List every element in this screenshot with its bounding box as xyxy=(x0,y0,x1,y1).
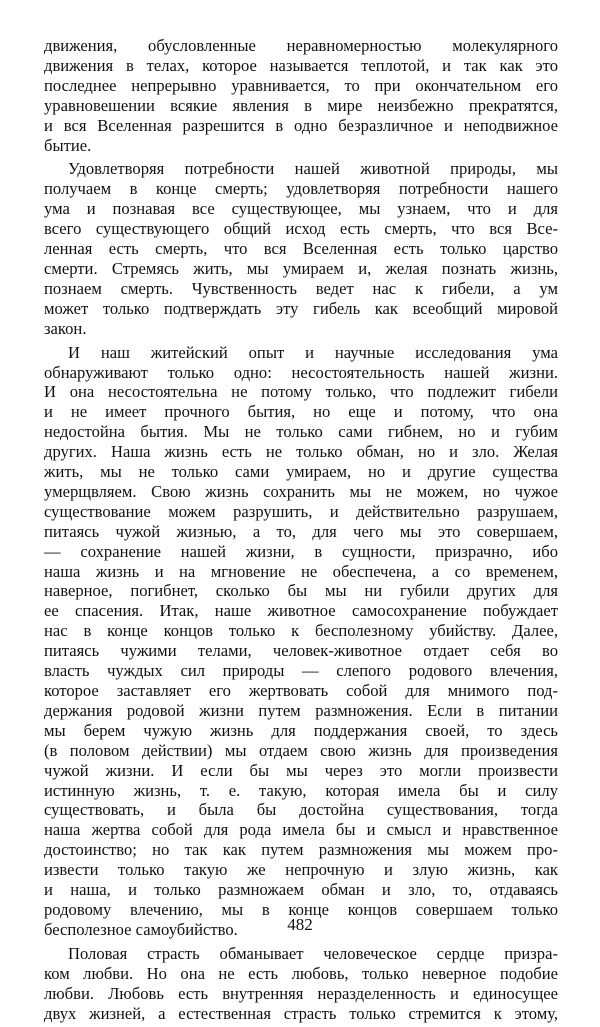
text-line: наверное, погибнет, сколько бы мы ни губили других для xyxy=(44,581,558,601)
text-line: последнее непрерывно уравнивается, то при окончательном его xyxy=(44,75,558,95)
text-line: родовому влечению, мы в конце концов совершаем только xyxy=(44,899,558,919)
text-line: познаем смерть. Чувственность ведет нас к гибели, а ум xyxy=(44,278,558,298)
text-line: любви. Любовь есть внутренняя неразделенность и единосущее xyxy=(44,983,558,1003)
text-line: нас в конце концов только к бесполезному убийству. Далее, xyxy=(44,621,558,641)
text-line: Половая страсть обманывает человеческое сердце призра- xyxy=(68,943,558,963)
text-line: недостойна бытия. Мы не только сами гибнем, но и губим xyxy=(44,422,558,442)
text-line: бесполезное самоубийство. xyxy=(44,919,238,939)
paragraph xyxy=(44,944,558,1024)
text-line: питаясь чужой жизнью, а то, для чего мы это совершаем, xyxy=(44,521,558,541)
paragraph xyxy=(44,159,558,338)
text-line: двух жизней, а естественная страсть только стремится к этому, xyxy=(44,1003,558,1023)
text-line: уравновешении всякие явления в мире неизбежно прекратятся, xyxy=(44,95,558,115)
text-line: обнаруживают только одно: несостоятельность нашей жизни. xyxy=(44,362,558,382)
text-line: ума и познавая все существующее, мы узнаем, что и для xyxy=(44,199,558,219)
text-line: ленная есть смерть, что вся Вселенная есть только царство xyxy=(44,239,558,259)
text-line: может только подтверждать эту гибель как всеобщий мировой xyxy=(44,298,558,318)
text-line: Удовлетворяя потребности нашей животной природы, мы xyxy=(68,159,558,179)
text-line: достоинство; но так как путем размножения мы можем про- xyxy=(44,840,558,860)
text-line: получаем в конце смерть; удовлетворяя потребности нашего xyxy=(44,179,558,199)
text-line: наша жертва собой для рода имела бы и смысл и нравственное xyxy=(44,820,558,840)
text-line: — сохранение нашей жизни, в сущности, призрачно, ибо xyxy=(44,541,558,561)
paragraph xyxy=(44,36,558,155)
text-line: держания родовой жизни путем размножения. Если в питании xyxy=(44,700,558,720)
page-number: 482 xyxy=(287,915,313,934)
page-body xyxy=(44,36,558,1027)
text-line: умерщвляем. Свою жизнь сохранить мы не можем, но чужое xyxy=(44,481,558,501)
text-line: и не имеет прочного бытия, но еще и потому, что она xyxy=(44,402,558,422)
text-line: всего существующего общий исход есть смерть, что вся Все- xyxy=(44,219,558,239)
text-line: бытие. xyxy=(44,135,92,155)
text-line: смерти. Стремясь жить, мы умираем и, желая познать жизнь, xyxy=(44,258,558,278)
text-line: и наша, и только размножаем обман и зло, то, отдаваясь xyxy=(44,880,558,900)
text-line: существовать, и была бы достойна существования, тогда xyxy=(44,800,558,820)
text-line: движения в телах, которое называется теплотой, и так как это xyxy=(44,55,558,75)
text-line: мы берем чужую жизнь для поддержания своей, то здесь xyxy=(44,720,558,740)
text-line: чужой жизни. И если бы мы через это могли произвести xyxy=(44,760,558,780)
text-line: истинную жизнь, т. е. такую, которая имела бы и силу xyxy=(44,780,558,800)
text-line: движения, обусловленные неравномерностью молекулярного xyxy=(44,36,558,55)
paragraph xyxy=(44,343,558,940)
text-line: наша жизнь и на мгновение не обеспечена, а со временем, xyxy=(44,561,558,581)
text-line: И наш житейский опыт и научные исследования ума xyxy=(68,342,558,362)
text-line: закон. xyxy=(44,318,87,338)
text-line: существование можем разрушить, и действительно разрушаем, xyxy=(44,501,558,521)
text-line: (в половом действии) мы отдаем свою жизнь для произведения xyxy=(44,740,558,760)
text-line: других. Наша жизнь есть не только обман, но и зло. Желая xyxy=(44,442,558,462)
text-line: власть чуждых сил природы — слепого родового влечения, xyxy=(44,661,558,681)
text-line: ее спасения. Итак, наше животное самосохранение побуждает xyxy=(44,601,558,621)
text-line: и вся Вселенная разрешится в одно безразличное и неподвижное xyxy=(44,115,558,135)
text-line: которое заставляет его жертвовать собой для мнимого под- xyxy=(44,681,558,700)
text-line: ком любви. Но она не есть любовь, только неверное подобие xyxy=(44,963,558,983)
text-line: И она несостоятельна не потому только, что подлежит гибели xyxy=(44,382,558,402)
text-line: жить, мы не только сами умираем, но и другие существа xyxy=(44,462,558,482)
text-line: извести только такую же непрочную и злую жизнь, как xyxy=(44,860,558,880)
text-line: питаясь чужими телами, человек-животное отдает себя во xyxy=(44,641,558,661)
